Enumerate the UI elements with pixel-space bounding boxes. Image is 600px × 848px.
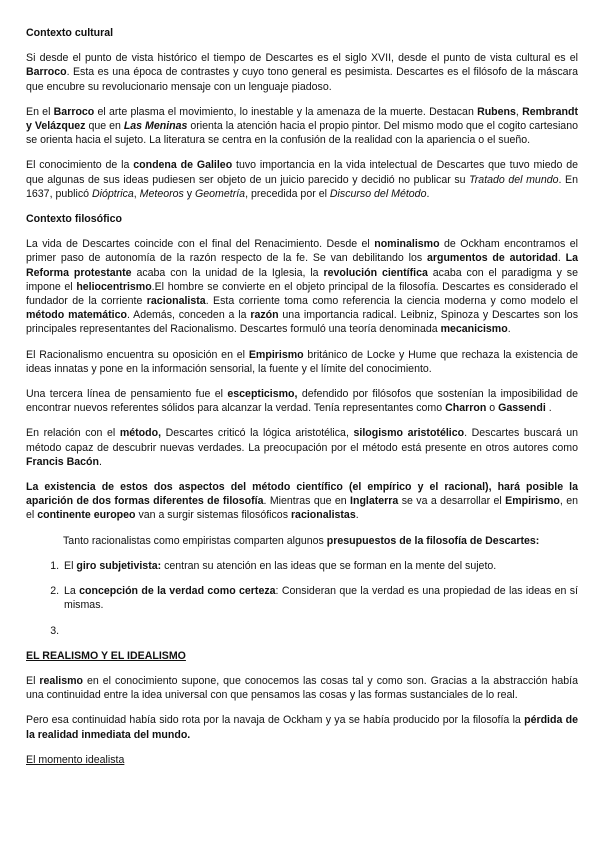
paragraph-dos-formas: La existencia de estos dos aspectos del método científico (el empírico y el racional), hará posible la aparición de dos formas diferentes de filosofía. Mientras que en Inglaterra se va a desarrollar el Empirismo, en el continente europeo van a surgir sistemas filosóficos racionalistas. [26,481,579,522]
paragraph-barroco-arte: En el Barroco el arte plasma el movimiento, lo inestable y la amenaza de la muerte. Destacan Rubens, Rembrandt y Velázquez que en Las Meninas orienta la atención hacia el propio pintor. Del mismo modo que el cogito cartesiano se orienta hacia el sujeto. La literatura se centra en la confusión de la realidad con la apariencia o el sueño. [26,105,579,147]
paragraph-barroco-intro: Si desde el punto de vista histórico el tiempo de Descartes es el siglo XVII, desde el punto de vista cultural es el Barroco. Esta es una época de contrastes y cuyo tono general es pesimista. Descartes es el filósofo de la máscara que encubre su revolucionario mensaje con un lenguaje piadoso. [26,52,578,93]
list-item [62,624,578,638]
paragraph-realismo: El realismo en el conocimiento supone, que conocemos las cosas tal y como son. Gracias a la abstracción había una continuidad entre la idea universal con que pensamos las cosas y las formas sustanciales de lo real. [26,674,578,702]
heading-momento-idealista: El momento idealista [26,753,125,766]
presupuestos-list [26,559,578,638]
heading-contexto-filosofico: Contexto filosófico [26,213,122,226]
paragraph-renacimiento: La vida de Descartes coincide con el final del Renacimiento. Desde el nominalismo de Ockham encontramos el primer paso de autonomía de la razón respecto de la fe. Se van debilitando los argumentos de autoridad. La Reforma protestante acaba con la unidad de la Iglesia, la revolución científica acaba con el paradigma y se impone el heliocentrismo.El hombre se convierte en el objeto principal de la filosofía. Descartes es considerado el fundador de la corriente racionalista. Esta corriente toma como referencia la ciencia moderna y como modelo el método matemático. Además, conceden a la razón una importancia radical. Leibniz, Spinoza y Descartes son los principales representantes del Racionalismo. Descartes formuló una teoría denominada mecanicismo. [26,238,579,336]
document-page [26,26,578,767]
paragraph-escepticismo: Una tercera línea de pensamiento fue el escepticismo, defendido por filósofos que sostenían la imposibilidad de encontrar nuevos referentes sólidos para alcanzar la verdad. Tenía representantes como Charron o Gassendi . [26,388,578,415]
paragraph-galileo: El conocimiento de la condena de Galileo tuvo importancia en la vida intelectual de Descartes que tuvo miedo de que algunas de sus ideas pudiesen ser objeto de un juicio parecido y decidió no publicar su Tratado del mundo. En 1637, publicó Dióptrica, Meteoros y Geometría, precedida por el Discurso del Método. [26,159,578,200]
list-item: 2. La concepción de la verdad como certeza: Consideran que la verdad es una propiedad de las ideas en sí mismas. [62,584,578,612]
paragraph-ockham: Pero esa continuidad había sido rota por la navaja de Ockham y ya se había producido por la filosofía la pérdida de la realidad inmediata del mundo. [26,714,578,741]
heading-realismo-idealismo: EL REALISMO Y EL IDEALISMO [26,649,186,662]
paragraph-metodo: En relación con el método, Descartes criticó la lógica aristotélica, silogismo aristotélico. Descartes buscará un método capaz de descubrir nuevas verdades. La preocupación por el método está presente en otros autores como Francis Bacón. [26,427,579,468]
list-item: 1. El giro subjetivista: centran su atención en las ideas que se forman en la mente del sujeto. [62,559,578,573]
paragraph-empirismo: El Racionalismo encuentra su oposición en el Empirismo británico de Locke y Hume que rechaza la existencia de ideas innatas y pone en la información sensorial, la fuente y el límite del conocimiento. [26,348,578,375]
paragraph-presupuestos: Tanto racionalistas como empiristas comparten algunos presupuestos de la filosofía de Descartes: [63,534,540,547]
heading-contexto-cultural: Contexto cultural [26,27,114,39]
